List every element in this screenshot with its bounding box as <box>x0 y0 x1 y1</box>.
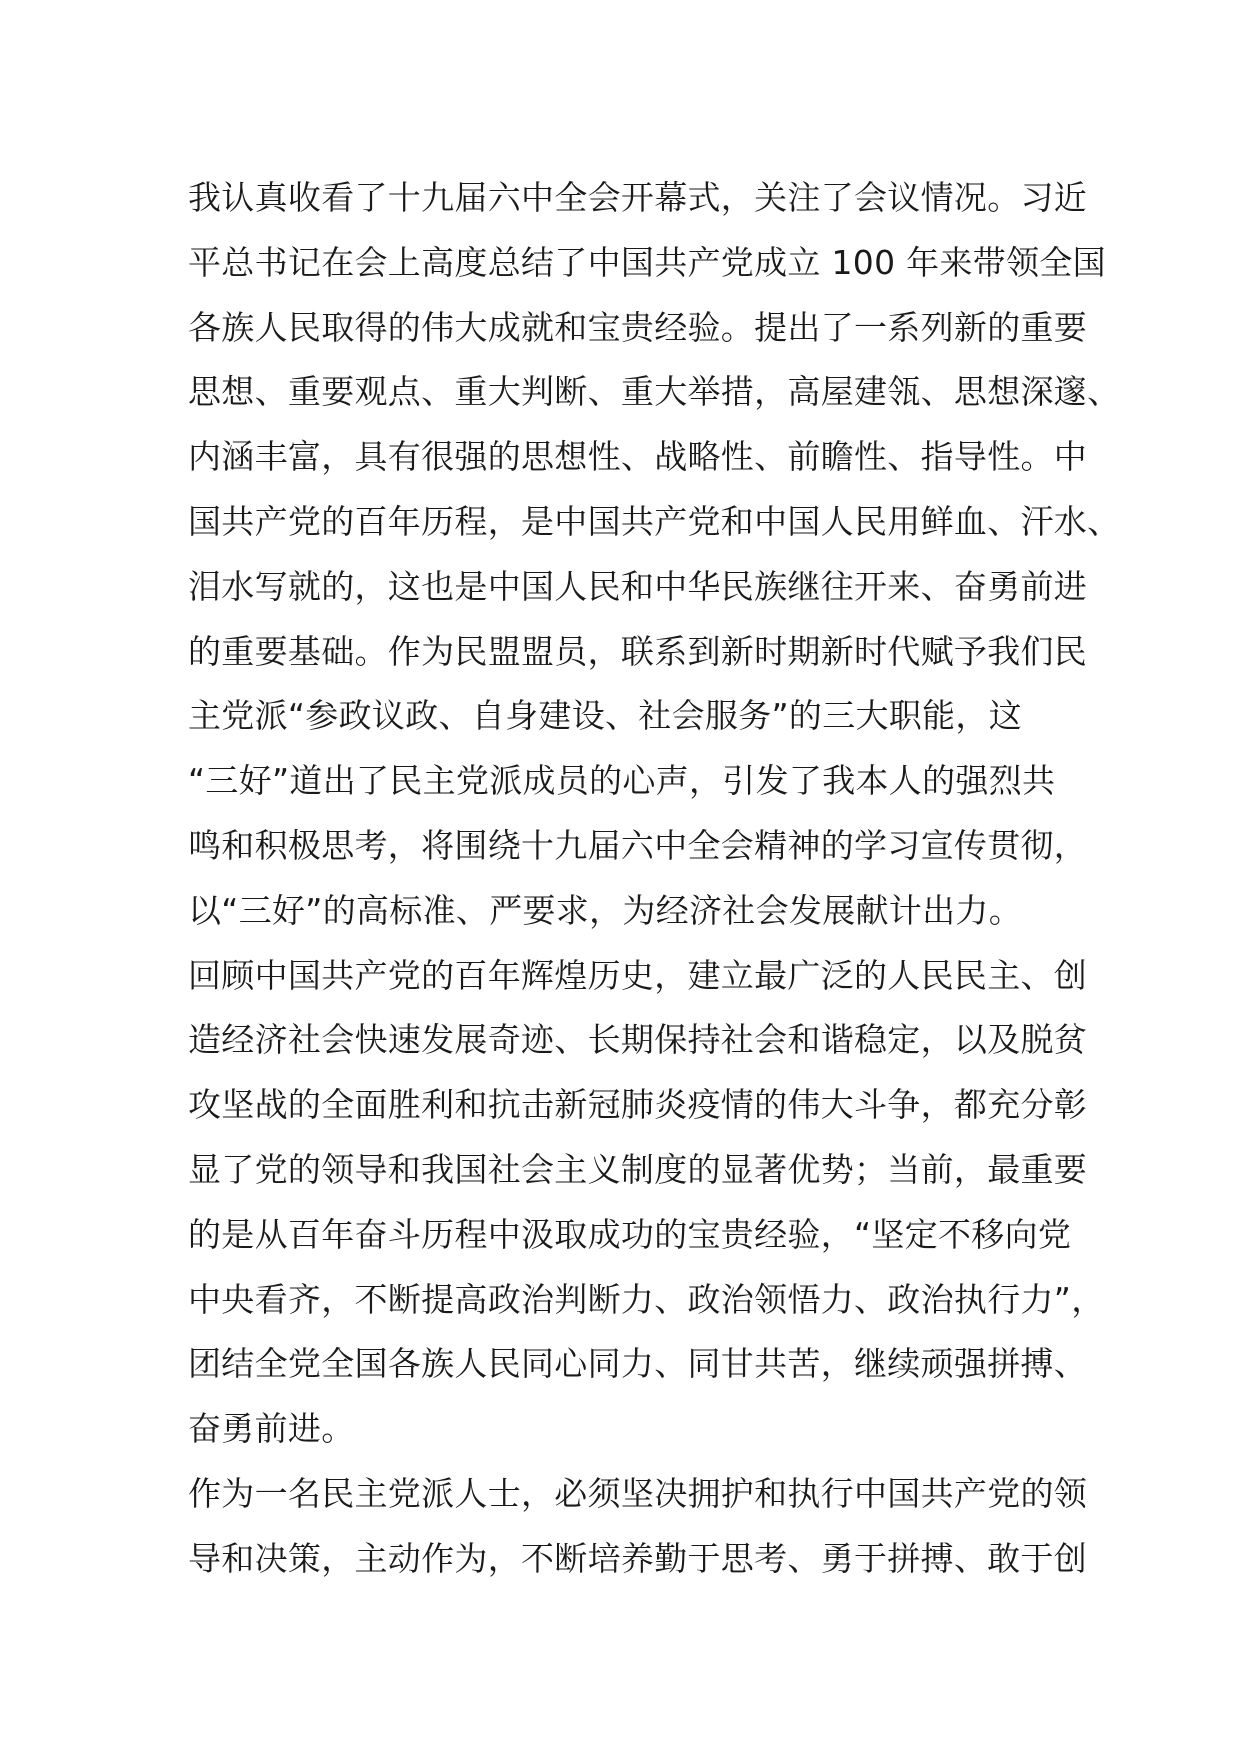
text-line: 主党派“参政议政、自身建设、社会服务”的三大职能，这 <box>188 696 1022 736</box>
text-line: 回顾中国共产党的百年辉煌历史，建立最广泛的人民民主、创 <box>188 955 1088 995</box>
text-line: 中央看齐，不断提高政治判断力、政治领悟力、政治执行力”， <box>188 1279 1105 1319</box>
text-line: 的是从百年奋斗历程中汲取成功的宝贵经验，“坚定不移向党 <box>188 1214 1072 1254</box>
text-line: 攻坚战的全面胜利和抗击新冠肺炎疫情的伟大斗争，都充分彰 <box>188 1085 1088 1125</box>
text-line: 以“三好”的高标准、严要求，为经济社会发展献计出力。 <box>188 890 1022 930</box>
paragraph-2 <box>188 944 1108 1462</box>
text-line: 作为一名民主党派人士，必须坚决拥护和执行中国共产党的领 <box>188 1473 1088 1513</box>
paragraph-3 <box>188 1462 1108 1592</box>
paragraph-1 <box>188 166 1121 944</box>
text-line: 我认真收看了十九届六中全会开幕式，关注了会议情况。习近 <box>188 178 1088 217</box>
text-line: “三好”道出了民主党派成员的心声，引发了我本人的强烈共 <box>188 761 1056 801</box>
text-line: 奋勇前进。 <box>188 1409 355 1449</box>
text-line: 各族人民取得的伟大成就和宝贵经验。提出了一系列新的重要 <box>188 307 1088 347</box>
text-line: 内涵丰富，具有很强的思想性、战略性、前瞻性、指导性。中 <box>188 437 1088 477</box>
text-line: 国共产党的百年历程，是中国共产党和中国人民用鲜血、汗水、 <box>188 501 1121 541</box>
text-line: 平总书记在会上高度总结了中国共产党成立 100 年来带领全国 <box>188 242 1106 282</box>
text-line: 鸣和积极思考，将围绕十九届六中全会精神的学习宣传贯彻， <box>188 825 1088 865</box>
text-line: 导和决策，主动作为，不断培养勤于思考、勇于拼搏、敢于创 <box>188 1538 1088 1578</box>
document-body <box>188 166 1121 1592</box>
text-line: 思想、重要观点、重大判断、重大举措，高屋建瓴、思想深邃、 <box>188 372 1121 412</box>
text-line: 的重要基础。作为民盟盟员，联系到新时期新时代赋予我们民 <box>188 631 1088 671</box>
text-line: 造经济社会快速发展奇迹、长期保持社会和谐稳定，以及脱贫 <box>188 1020 1088 1060</box>
text-line: 泪水写就的，这也是中国人民和中华民族继往开来、奋勇前进 <box>188 566 1088 606</box>
text-line: 团结全党全国各族人民同心同力、同甘共苦，继续顽强拼搏、 <box>188 1344 1088 1384</box>
text-line: 显了党的领导和我国社会主义制度的显著优势；当前，最重要 <box>188 1149 1088 1189</box>
